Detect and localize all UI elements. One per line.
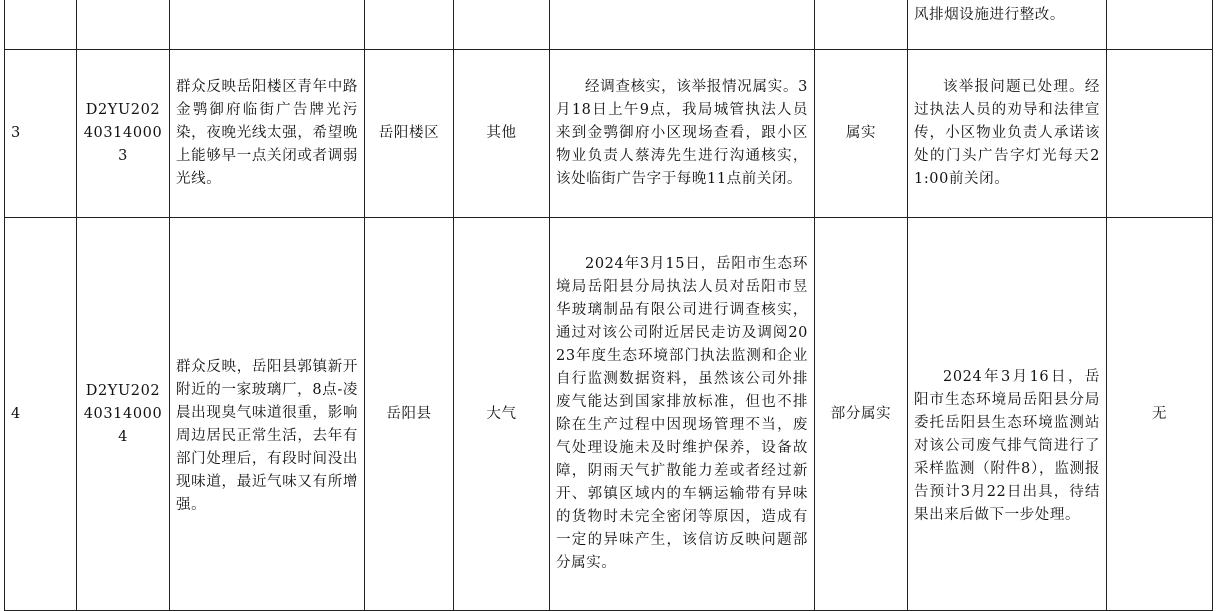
complaint-table xyxy=(4,0,1213,611)
handling-text: 风排烟设施进行整改。 xyxy=(914,7,1065,23)
cell-region xyxy=(365,50,454,218)
cell-region xyxy=(365,0,454,50)
table-row xyxy=(5,218,1213,611)
cell-accountability xyxy=(1107,218,1213,611)
complaint-text: 群众反映，岳阳县郭镇新开附近的一家玻璃厂，8点-凌晨出现臭气味道很重，影响周边居民正常生活，去年有部门处理后，有段时间没出现味道，最近气味又有所增强。 xyxy=(176,358,358,513)
cell-complaint xyxy=(170,0,365,50)
accountability-text: 无 xyxy=(1151,405,1168,422)
cell-handling xyxy=(908,218,1107,611)
handling-text: 2024年3月16日，岳阳市生态环境局岳阳县分局委托岳阳县生态环境监测站对该公司废气排气筒进行了采样监测（附件8），监测报告预计3月22日出具，待结果出来后做下一步处理。 xyxy=(914,368,1100,523)
row-number: 3 xyxy=(11,125,21,141)
cell-complaint xyxy=(170,50,365,218)
cell-complaint xyxy=(170,218,365,611)
verdict-text: 属实 xyxy=(845,125,877,141)
cell-id xyxy=(77,50,170,218)
complaint-id: D2YU20240314000 3 xyxy=(83,102,163,164)
investigation-text: 2024年3月15日，岳阳市生态环境局岳阳县分局执法人员对岳阳市昱华玻璃制品有限公司进行调查核实，通过对该公司附近居民走访及调阅2023年度生态环境部门执法监测和企业自行监测数据资料，虽然该公司外排废气能达到国家排放标准，但也不排除在生产过程中因现场管理不当，废气处理设施未及时维护保养，设备故障，阴雨天气扩散能力差或者经过新开、郭镇区域内的车辆运输带有异味的货物时未完全密闭等原因，造成有一定的异味产生，该信访反映问题部分属实。 xyxy=(556,256,808,571)
cell-category xyxy=(454,0,550,50)
cell-investigation xyxy=(550,50,815,218)
verdict-text: 部分属实 xyxy=(830,405,892,422)
cell-investigation xyxy=(550,218,815,611)
region-text: 岳阳县 xyxy=(386,405,432,422)
table-row xyxy=(5,0,1213,50)
cell-accountability xyxy=(1107,0,1213,50)
cell-number xyxy=(5,218,77,611)
table-row xyxy=(5,50,1213,218)
category-text: 大气 xyxy=(486,405,517,422)
cell-category xyxy=(454,50,550,218)
cell-region xyxy=(365,218,454,611)
cell-category xyxy=(454,218,550,611)
cell-number xyxy=(5,0,77,50)
cell-verdict xyxy=(815,50,908,218)
investigation-text: 经调查核实，该举报情况属实。3月18日上午9点，我局城管执法人员来到金鹗御府小区现场查看，跟小区物业负责人蔡涛先生进行沟通核实，该处临街广告字于每晚11点前关闭。 xyxy=(556,79,808,187)
complaint-id: D2YU20240314000 4 xyxy=(83,382,163,445)
category-text: 其他 xyxy=(486,125,517,141)
cell-verdict xyxy=(815,218,908,611)
cell-accountability xyxy=(1107,50,1213,218)
complaint-text: 群众反映岳阳楼区青年中路金鹗御府临街广告牌光污染，夜晚光线太强，希望晚上能够早一点关闭或者调弱光线。 xyxy=(176,79,358,187)
handling-text: 该举报问题已处理。经过执法人员的劝导和法律宣传，小区物业负责人承诺该处的门头广告字灯光每天21:00前关闭。 xyxy=(914,79,1100,187)
cell-investigation xyxy=(550,0,815,50)
cell-number xyxy=(5,50,77,218)
row-number: 4 xyxy=(11,405,21,422)
cell-id xyxy=(77,0,170,50)
cell-verdict xyxy=(815,0,908,50)
cell-id xyxy=(77,218,170,611)
cell-handling xyxy=(908,0,1107,50)
region-text: 岳阳楼区 xyxy=(378,125,440,141)
cell-handling xyxy=(908,50,1107,218)
